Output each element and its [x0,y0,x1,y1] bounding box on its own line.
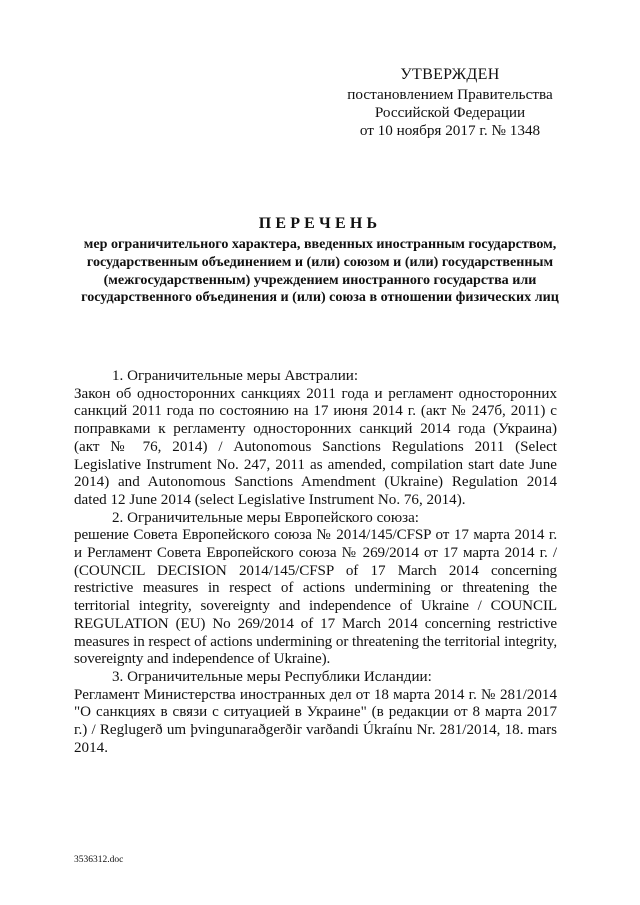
section-1-text: Закон об односторонних санкциях 2011 года и регламент односторонних санкций 2011 года по состоянию на 17 июня 2014 г. (акт № 247б, 2011) с поправками к регламенту односторонних санкций 2014 года (Украина) (акт № 76, 2014) / Autonomous Sanctions Regulations 2011 (Select Legislative Instrument No. 247, 2011 as amended, compilation start date June 2014) and Autonomous Sanctions Amendment (Ukraine) Regulation 2014 dated 12 June 2014 (select Legislative Instrument No. 76, 2014). [74,385,557,508]
section-3-heading: 3. Ограничительные меры Республики Исландии: [112,668,432,685]
title-block [60,214,580,307]
document-subtitle: мер ограничительного характера, введенных иностранным государством, государственным объединением и (или) союзом и (или) государственным (межгосударственным) учреждением иностранного государства или государственного объединения и (или) союза в отношении физических лиц [81,236,559,306]
section-1-heading: 1. Ограничительные меры Австралии: [112,368,359,384]
section-3-text: Регламент Министерства иностранных дел от 18 марта 2014 г. № 281/2014 "О санкциях в связи с ситуацией в Украине" (в редакции от 8 марта 2017 г.) / Reglugerð um þvingunaraðgerðir varðandi Úkraínu Nr. 281/2014, 18. mars 2014. [74,686,557,756]
document-title: ПЕРЕЧЕНЬ [258,215,382,232]
document-body [74,368,557,757]
section-2-heading: 2. Ограничительные меры Европейского союза: [112,509,419,526]
footer-doc-id: 3536312.doc [74,855,124,865]
section-2-text: решение Совета Европейского союза № 2014/145/CFSP от 17 марта 2014 г. и Регламент Совета Европейского союза № 269/2014 от 17 марта 2014 г. / (COUNCIL DECISION 2014/145/CFSP of 17 March 2014 concerning restrictive measures in respect of actions undermining or threatening the territorial integrity, sovereignty and independence of Ukraine / COUNCIL REGULATION (EU) No 269/2014 of 17 March 2014 concerning restrictive measures in respect of actions undermining or threatening the territorial integrity, sovereignty and independence of Ukraine). [74,527,557,668]
approval-line-2: Российской Федерации [374,104,526,121]
approval-line-1: постановлением Правительства [347,86,553,103]
approval-line-3: от 10 ноября 2017 г. № 1348 [359,122,541,139]
approval-block [330,66,570,140]
approval-stamp: УТВЕРЖДЕН [400,66,500,83]
